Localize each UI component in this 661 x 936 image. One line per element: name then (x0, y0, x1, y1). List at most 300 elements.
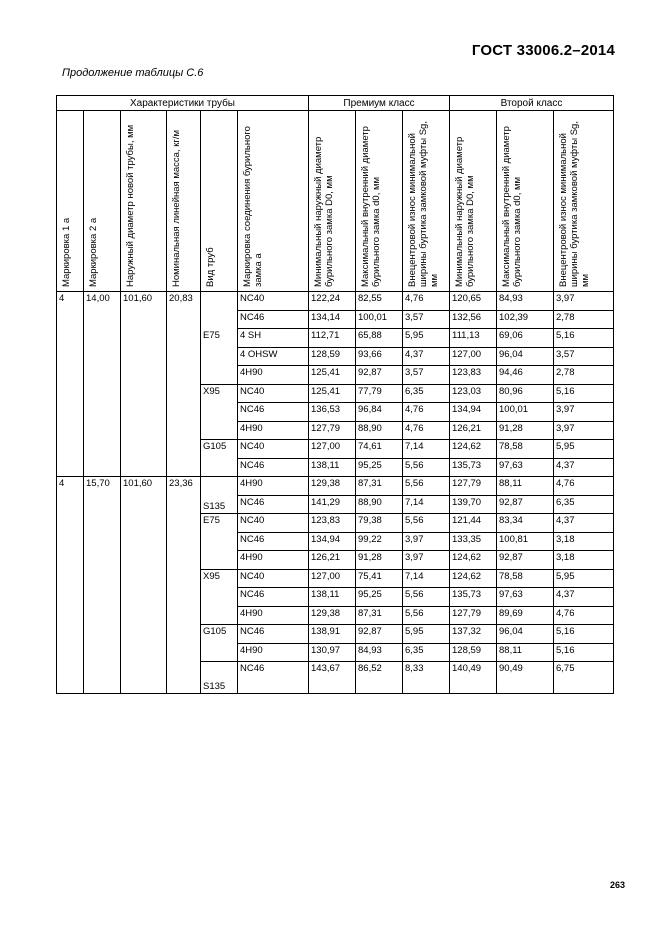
table-cell (57, 384, 84, 403)
table-row (57, 569, 614, 588)
table-cell: 132,56 (450, 310, 497, 329)
table-cell: 5,56 (403, 477, 450, 496)
table-cell: 102,39 (497, 310, 554, 329)
table-cell (57, 569, 84, 588)
table-cell: 87,31 (356, 477, 403, 496)
table-cell (57, 329, 84, 348)
table-cell: NC40 (238, 569, 309, 588)
table-cell: 122,24 (309, 292, 356, 311)
table-cell: 78,58 (497, 440, 554, 459)
table-cell: NC46 (238, 310, 309, 329)
table-cell: 87,31 (356, 606, 403, 625)
table-cell: 91,28 (497, 421, 554, 440)
column-header-11 (497, 111, 554, 292)
column-header-text: Наружный диаметр новой трубы, мм (125, 124, 136, 287)
table-cell: 4 (57, 477, 84, 496)
table-cell: 82,55 (356, 292, 403, 311)
table-cell: 4 SH (238, 329, 309, 348)
table-cell: 138,11 (309, 458, 356, 477)
table-cell: 136,53 (309, 403, 356, 422)
table-cell: 3,97 (403, 551, 450, 570)
table-cell: 125,41 (309, 384, 356, 403)
table-caption: Продолжение таблицы С.6 (62, 67, 204, 79)
table-cell: 6,35 (554, 495, 614, 514)
table-row (57, 643, 614, 662)
table-cell (57, 588, 84, 607)
specification-table (56, 95, 614, 694)
table-cell (84, 662, 121, 694)
table-row (57, 625, 614, 644)
table-row (57, 606, 614, 625)
table-cell (201, 643, 238, 662)
table-cell: 130,97 (309, 643, 356, 662)
column-header-5 (201, 111, 238, 292)
column-header-12 (554, 111, 614, 292)
table-cell: 111,13 (450, 329, 497, 348)
table-row (57, 292, 614, 311)
table-cell: 5,16 (554, 625, 614, 644)
table-cell: 88,90 (356, 421, 403, 440)
column-header-text: Минимальный наружный диаметр бурильного замка D0, мм (313, 136, 335, 287)
table-cell: 123,83 (450, 366, 497, 385)
table-cell: 127,79 (309, 421, 356, 440)
table-cell (167, 514, 201, 533)
table-cell (57, 347, 84, 366)
table-cell (121, 606, 167, 625)
table-cell: 4 OHSW (238, 347, 309, 366)
table-cell: 4H90 (238, 421, 309, 440)
group-header-pipe: Характеристики трубы (57, 96, 309, 111)
table-cell: 79,38 (356, 514, 403, 533)
table-cell: 3,57 (403, 310, 450, 329)
table-cell: 135,73 (450, 588, 497, 607)
table-cell (167, 310, 201, 329)
column-header-10 (450, 111, 497, 292)
table-cell: 137,32 (450, 625, 497, 644)
table-cell: 94,46 (497, 366, 554, 385)
table-cell: 3,97 (554, 292, 614, 311)
table-cell: 112,71 (309, 329, 356, 348)
table-cell: 5,16 (554, 329, 614, 348)
table-cell: 126,21 (309, 551, 356, 570)
column-header-text: Минимальный наружный диаметр бурильного замка D0, мм (454, 136, 476, 287)
table-cell: G105 (201, 625, 238, 644)
table-cell: 140,49 (450, 662, 497, 694)
table-cell: 138,11 (309, 588, 356, 607)
table-cell: G105 (201, 440, 238, 459)
table-cell: 4,76 (554, 606, 614, 625)
table-cell: 97,63 (497, 458, 554, 477)
table-row (57, 366, 614, 385)
column-header-3 (121, 111, 167, 292)
table-cell: 124,62 (450, 551, 497, 570)
table-cell (57, 440, 84, 459)
table-cell: X95 (201, 569, 238, 588)
table-cell (167, 421, 201, 440)
table-cell: 92,87 (497, 551, 554, 570)
table-cell: 4,37 (554, 514, 614, 533)
table-cell: NC46 (238, 495, 309, 514)
table-cell: 95,25 (356, 588, 403, 607)
table-cell (84, 551, 121, 570)
table-row (57, 588, 614, 607)
table-cell (84, 606, 121, 625)
table-cell: 4,37 (554, 588, 614, 607)
table-cell: 5,16 (554, 384, 614, 403)
table-cell: 3,97 (403, 532, 450, 551)
table-cell (167, 662, 201, 694)
table-cell: NC46 (238, 403, 309, 422)
column-header-text: Максимальный внутренний диаметр бурильного замка d0, мм (360, 126, 382, 287)
table-cell: 88,11 (497, 477, 554, 496)
table-cell: 123,83 (309, 514, 356, 533)
column-header-8 (356, 111, 403, 292)
table-cell (167, 588, 201, 607)
table-cell: 89,69 (497, 606, 554, 625)
table-cell: 143,67 (309, 662, 356, 694)
table-cell: 5,95 (403, 625, 450, 644)
table-cell: 95,25 (356, 458, 403, 477)
table-cell (167, 440, 201, 459)
table-cell: NC46 (238, 532, 309, 551)
table-cell: NC46 (238, 458, 309, 477)
table-cell (84, 588, 121, 607)
table-row (57, 532, 614, 551)
table-row (57, 495, 614, 514)
table-cell: 4,76 (554, 477, 614, 496)
table-cell (201, 366, 238, 385)
table-cell: 120,65 (450, 292, 497, 311)
table-cell (167, 403, 201, 422)
table-cell: 93,66 (356, 347, 403, 366)
table-cell (167, 643, 201, 662)
table-cell: 2,78 (554, 310, 614, 329)
table-cell (167, 347, 201, 366)
table-cell (121, 310, 167, 329)
table-cell: 101,60 (121, 292, 167, 311)
table-cell: 4,76 (403, 403, 450, 422)
column-header-6 (238, 111, 309, 292)
table-cell: 127,00 (309, 569, 356, 588)
table-cell: 124,62 (450, 569, 497, 588)
table-cell: NC46 (238, 588, 309, 607)
table-cell (84, 384, 121, 403)
table-cell (121, 421, 167, 440)
table-cell (201, 403, 238, 422)
table-cell: 75,41 (356, 569, 403, 588)
table-cell (167, 625, 201, 644)
table-cell (84, 569, 121, 588)
table-cell: 7,14 (403, 440, 450, 459)
table-cell: NC46 (238, 662, 309, 694)
table-cell: 4 (57, 292, 84, 311)
table-cell (167, 366, 201, 385)
table-cell: 4H90 (238, 551, 309, 570)
table-cell: 8,33 (403, 662, 450, 694)
table-cell (201, 532, 238, 551)
table-cell: 15,70 (84, 477, 121, 496)
table-cell (84, 421, 121, 440)
table-cell (121, 551, 167, 570)
table-cell (57, 606, 84, 625)
table-cell: 126,21 (450, 421, 497, 440)
table-cell: 5,16 (554, 643, 614, 662)
table-cell: 14,00 (84, 292, 121, 311)
table-cell: 84,93 (356, 643, 403, 662)
table-cell (121, 643, 167, 662)
table-cell: 121,44 (450, 514, 497, 533)
column-header-7 (309, 111, 356, 292)
table-cell (84, 403, 121, 422)
table-cell (201, 458, 238, 477)
table-cell (167, 329, 201, 348)
table-cell: 96,84 (356, 403, 403, 422)
table-cell: 80,96 (497, 384, 554, 403)
table-row (57, 403, 614, 422)
table-cell (57, 643, 84, 662)
table-cell: 4,76 (403, 292, 450, 311)
table-cell (84, 310, 121, 329)
table-cell (167, 458, 201, 477)
table-cell (121, 440, 167, 459)
table-cell (201, 292, 238, 311)
table-cell: 4H90 (238, 366, 309, 385)
table-cell: 84,93 (497, 292, 554, 311)
table-cell: 128,59 (450, 643, 497, 662)
table-cell: 138,91 (309, 625, 356, 644)
table-cell (57, 495, 84, 514)
table-cell (201, 347, 238, 366)
table-cell: 135,73 (450, 458, 497, 477)
table-cell (84, 347, 121, 366)
table-cell: X95 (201, 384, 238, 403)
table-cell (57, 421, 84, 440)
table-row (57, 384, 614, 403)
table-cell: 124,62 (450, 440, 497, 459)
table-cell: 4H90 (238, 606, 309, 625)
table-cell: 134,94 (309, 532, 356, 551)
table-cell (121, 514, 167, 533)
table-cell: 3,97 (554, 421, 614, 440)
table-row (57, 329, 614, 348)
column-header-text: Маркировка 2 а (88, 217, 99, 287)
table-cell (121, 625, 167, 644)
table-cell (84, 329, 121, 348)
table-cell: NC40 (238, 514, 309, 533)
table-cell: 83,34 (497, 514, 554, 533)
table-cell: 5,56 (403, 458, 450, 477)
table-cell: 127,00 (450, 347, 497, 366)
table-cell: 101,60 (121, 477, 167, 496)
table-row (57, 662, 614, 694)
table-row (57, 458, 614, 477)
table-row (57, 421, 614, 440)
table-cell (57, 403, 84, 422)
table-cell: 65,88 (356, 329, 403, 348)
table-cell: E75 (201, 514, 238, 533)
table-cell: 5,95 (403, 329, 450, 348)
table-cell: 6,35 (403, 384, 450, 403)
table-cell: 100,81 (497, 532, 554, 551)
table-cell: 4H90 (238, 477, 309, 496)
table-cell: 97,63 (497, 588, 554, 607)
table-cell (84, 643, 121, 662)
table-cell (57, 662, 84, 694)
column-header-2 (84, 111, 121, 292)
table-cell (57, 514, 84, 533)
table-row (57, 551, 614, 570)
table-cell: 3,57 (403, 366, 450, 385)
table-row (57, 440, 614, 459)
table-cell: 77,79 (356, 384, 403, 403)
table-cell: 5,56 (403, 606, 450, 625)
table-cell: 129,38 (309, 477, 356, 496)
table-cell (167, 384, 201, 403)
table-cell (121, 384, 167, 403)
table-cell (121, 662, 167, 694)
table-cell: 92,87 (356, 625, 403, 644)
table-cell (57, 532, 84, 551)
table-cell: NC40 (238, 440, 309, 459)
table-cell: 3,18 (554, 551, 614, 570)
table-cell: 91,28 (356, 551, 403, 570)
table-cell: 134,94 (450, 403, 497, 422)
table-row (57, 347, 614, 366)
table-cell (57, 625, 84, 644)
table-cell: 88,90 (356, 495, 403, 514)
column-header-text: Внецентровой износ минимальной ширины буртика замковой муфты Sg, мм (558, 121, 591, 287)
table-cell (84, 495, 121, 514)
table-cell (84, 532, 121, 551)
table-cell: 5,56 (403, 514, 450, 533)
table-cell (201, 606, 238, 625)
table-cell: 4,76 (403, 421, 450, 440)
table-cell: 7,14 (403, 569, 450, 588)
column-header-text: Номинальная линейная масса, кг/м (171, 130, 182, 287)
column-header-text: Маркировка 1 а (61, 217, 72, 287)
table-cell: 5,95 (554, 569, 614, 588)
table-cell: 3,97 (554, 403, 614, 422)
table-cell (121, 329, 167, 348)
table-cell (167, 532, 201, 551)
table-cell (201, 588, 238, 607)
table-cell: 4,37 (554, 458, 614, 477)
table-cell (201, 421, 238, 440)
group-header-premium: Премиум класс (309, 96, 450, 111)
column-header-text: Вид труб (205, 247, 216, 287)
table-cell (57, 551, 84, 570)
table-cell: 88,11 (497, 643, 554, 662)
table-cell (84, 625, 121, 644)
table-cell (84, 514, 121, 533)
table-cell (121, 588, 167, 607)
table-cell: 125,41 (309, 366, 356, 385)
column-header-4 (167, 111, 201, 292)
table-cell (121, 532, 167, 551)
table-cell: 4,37 (403, 347, 450, 366)
table-row (57, 514, 614, 533)
table-row (57, 310, 614, 329)
table-cell: 20,83 (167, 292, 201, 311)
table-cell: E75 (201, 329, 238, 348)
table-cell (121, 495, 167, 514)
table-cell (84, 366, 121, 385)
document-standard-header: ГОСТ 33006.2–2014 (471, 42, 615, 59)
group-header-second: Второй класс (450, 96, 614, 111)
table-cell: S135 (201, 662, 238, 694)
table-cell (121, 403, 167, 422)
column-header-text: Маркировка соединения бурильного замка а (242, 126, 264, 287)
column-header-1 (57, 111, 84, 292)
table-cell: 96,04 (497, 625, 554, 644)
table-cell (167, 495, 201, 514)
table-cell: 134,14 (309, 310, 356, 329)
table-cell (167, 606, 201, 625)
table-cell: 5,95 (554, 440, 614, 459)
table-cell: 2,78 (554, 366, 614, 385)
table-cell: 123,03 (450, 384, 497, 403)
table-cell: 78,58 (497, 569, 554, 588)
table-cell (57, 366, 84, 385)
page-number: 263 (609, 880, 625, 890)
table-cell: 133,35 (450, 532, 497, 551)
table-cell: S135 (201, 495, 238, 514)
table-cell: 90,49 (497, 662, 554, 694)
table-cell: 92,87 (356, 366, 403, 385)
table-cell (167, 569, 201, 588)
table-cell: 5,56 (403, 588, 450, 607)
table-cell: 128,59 (309, 347, 356, 366)
table-cell: 141,29 (309, 495, 356, 514)
table-cell: 69,06 (497, 329, 554, 348)
table-cell (201, 551, 238, 570)
table-cell: 127,79 (450, 606, 497, 625)
table-cell: 96,04 (497, 347, 554, 366)
table-cell: 99,22 (356, 532, 403, 551)
table-cell: 127,00 (309, 440, 356, 459)
table-cell (201, 477, 238, 496)
table-cell: 3,18 (554, 532, 614, 551)
column-header-9 (403, 111, 450, 292)
table-cell (84, 440, 121, 459)
table-cell: 100,01 (497, 403, 554, 422)
table-cell (167, 551, 201, 570)
table-cell: NC40 (238, 292, 309, 311)
table-cell: 92,87 (497, 495, 554, 514)
table-cell (201, 310, 238, 329)
table-cell: 129,38 (309, 606, 356, 625)
table-cell: 23,36 (167, 477, 201, 496)
table-cell (57, 458, 84, 477)
table-cell (121, 366, 167, 385)
table-cell: 127,79 (450, 477, 497, 496)
table-cell: 100,01 (356, 310, 403, 329)
table-cell: 74,61 (356, 440, 403, 459)
table-cell (121, 458, 167, 477)
table-cell: NC46 (238, 625, 309, 644)
table-cell: 7,14 (403, 495, 450, 514)
column-header-text: Максимальный внутренний диаметр бурильного замка d0, мм (501, 126, 523, 287)
table-cell: 6,35 (403, 643, 450, 662)
column-header-text: Внецентровой износ минимальной ширины буртика замковой муфты Sg, мм (407, 121, 440, 287)
table-cell: NC40 (238, 384, 309, 403)
table-cell (121, 569, 167, 588)
table-cell: 4H90 (238, 643, 309, 662)
table-row (57, 477, 614, 496)
table-cell: 6,75 (554, 662, 614, 694)
table-cell (121, 347, 167, 366)
table-cell (84, 458, 121, 477)
